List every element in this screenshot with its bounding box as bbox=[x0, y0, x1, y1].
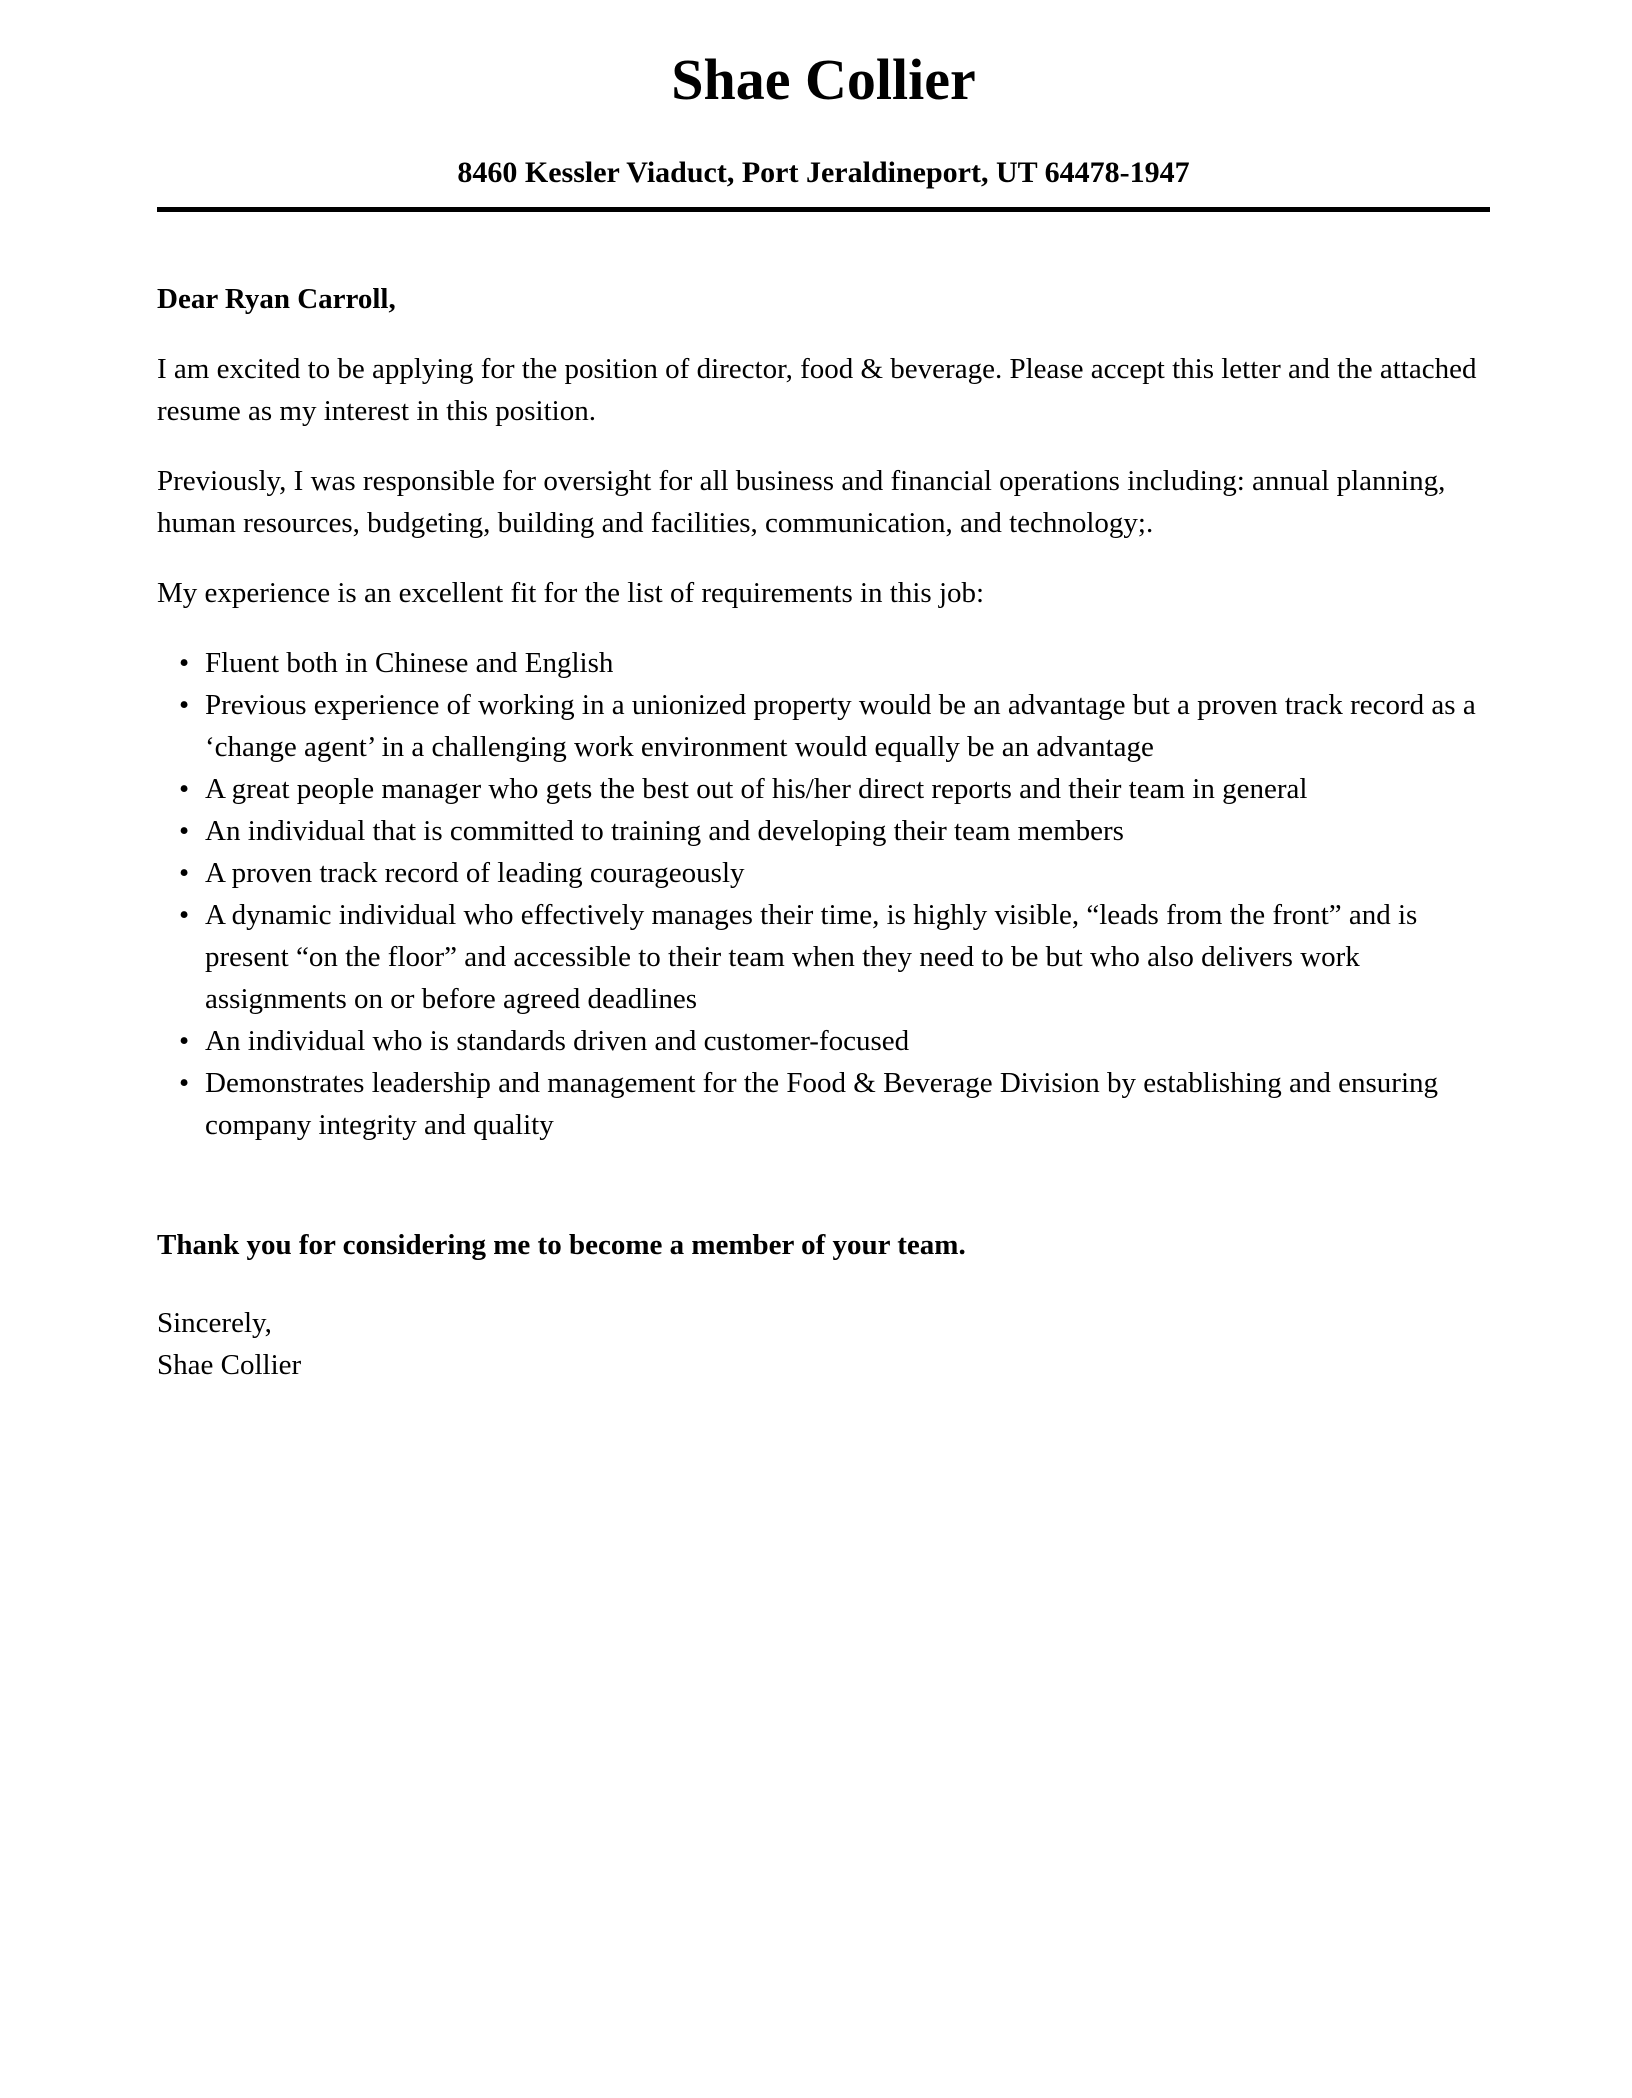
paragraph-fit: My experience is an excellent fit for the list of requirements in this job: bbox=[157, 576, 985, 609]
requirement-item: • Demonstrates leadership and management for the Food & Beverage Division by establishing and ensuring company integrity and quality bbox=[205, 1062, 1490, 1146]
requirement-item: • Fluent both in Chinese and English bbox=[205, 642, 1490, 684]
letter-header bbox=[157, 45, 1490, 212]
signature-name: Shae Collier bbox=[157, 1348, 302, 1381]
paragraph-experience: Previously, I was responsible for oversight for all business and financial operations including: annual planning, human resources, budgeting, building and facilities, communication, and technology;. bbox=[157, 464, 1446, 539]
requirements-list bbox=[157, 642, 1490, 1146]
closing-block bbox=[157, 1302, 1490, 1386]
requirement-item: • A great people manager who gets the best out of his/her direct reports and their team in general bbox=[205, 768, 1490, 810]
closing-thanks: Thank you for considering me to become a member of your team. bbox=[157, 1228, 966, 1261]
sender-name: Shae Collier bbox=[671, 47, 976, 112]
requirement-item: • An individual who is standards driven and customer-focused bbox=[205, 1020, 1490, 1062]
header-divider bbox=[157, 207, 1490, 212]
closing-salutation: Sincerely, bbox=[157, 1306, 272, 1339]
letter-body bbox=[157, 278, 1490, 1386]
requirement-item: • A dynamic individual who effectively manages their time, is highly visible, “leads from the front” and is present “on the floor” and accessible to their team when they need to be but who also delivers work assignments on or before agreed deadlines bbox=[205, 894, 1490, 1020]
paragraph-intro: I am excited to be applying for the position of director, food & beverage. Please accept this letter and the attached resume as my interest in this position. bbox=[157, 352, 1477, 427]
requirement-item: • Previous experience of working in a unionized property would be an advantage but a proven track record as a ‘change agent’ in a challenging work environment would equally be an advantage bbox=[205, 684, 1490, 768]
sender-address: 8460 Kessler Viaduct, Port Jeraldineport, UT 64478-1947 bbox=[457, 155, 1190, 189]
salutation: Dear Ryan Carroll, bbox=[157, 282, 396, 315]
requirement-item: • An individual that is committed to training and developing their team members bbox=[205, 810, 1490, 852]
requirement-item: • A proven track record of leading courageously bbox=[205, 852, 1490, 894]
